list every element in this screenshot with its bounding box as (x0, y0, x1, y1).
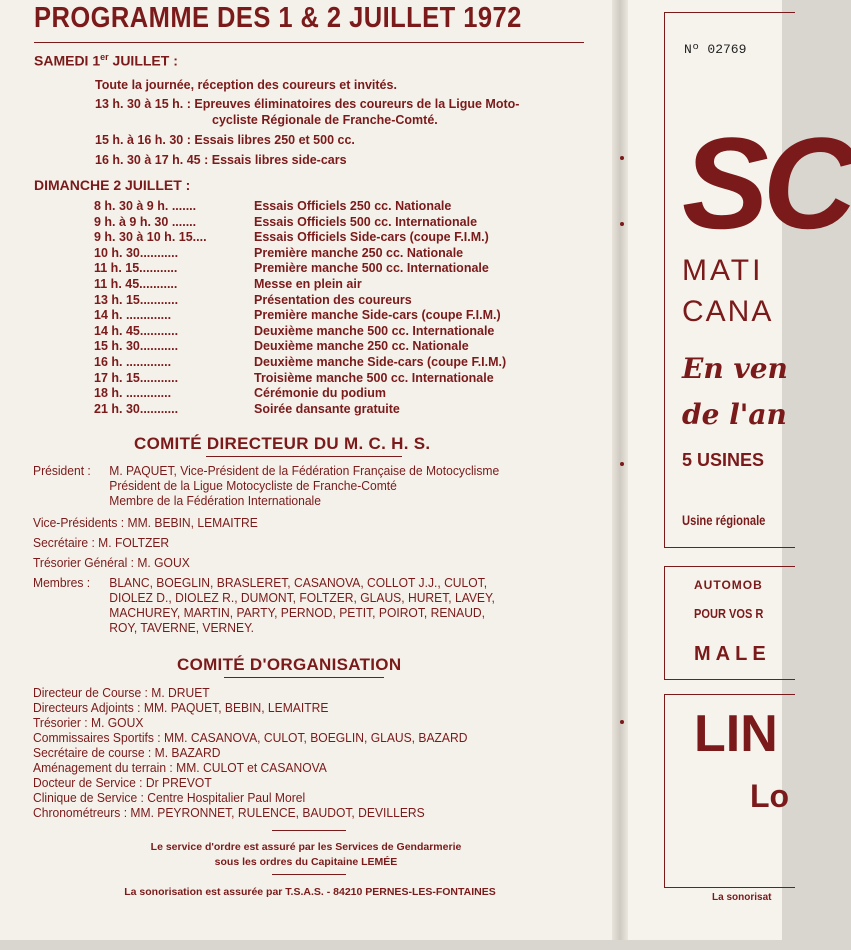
schedule-row: 14 h. ............. Première manche Side-cars (coupe F.I.M.) (94, 308, 501, 323)
members-line: MACHUREY, MARTIN, PARTY, PERNOD, PETIT, POIROT, RENAUD, (109, 605, 486, 620)
schedule-row: 11 h. 15........... Première manche 500 cc. Internationale (94, 261, 489, 276)
saturday-item: 16 h. 30 à 17 h. 45 : Essais libres side-cars (95, 153, 347, 167)
members-label: Membres : (33, 575, 91, 590)
sound-note: La sonorisation est assurée par T.S.A.S. - 84210 PERNES-LES-FONTAINES (124, 886, 496, 898)
schedule-row: 8 h. 30 à 9 h. ....... Essais Officiels 250 cc. Nationale (94, 199, 452, 213)
advert-line: MATI (682, 254, 764, 287)
organisation-line: Clinique de Service : Centre Hospitalier Paul Morel (33, 790, 306, 805)
organisation-line: Chronométreurs : MM. PEYRONNET, RULENCE, BAUDOT, DEVILLERS (33, 805, 425, 820)
organisation-line: Trésorier : M. GOUX (33, 715, 144, 730)
organisation-line: Directeur de Course : M. DRUET (33, 685, 210, 700)
schedule-row: 10 h. 30........... Première manche 250 cc. Nationale (94, 245, 464, 260)
advert-script: de l'an (682, 398, 787, 431)
schedule-row: 14 h. 45........... Deuxième manche 500 cc. Internationale (94, 323, 495, 338)
advert-line: AUTOMOB (694, 578, 763, 592)
president-label: Président : (33, 463, 91, 478)
advert-line: 5 USINES (682, 450, 765, 470)
binding-dot (620, 720, 624, 724)
advert-big-letters: SC (682, 110, 851, 256)
section-divider (272, 874, 346, 875)
binding-dot (620, 462, 624, 466)
advert-line: LIN (694, 705, 778, 763)
schedule-row: 21 h. 30........... Soirée dansante gratuite (94, 401, 400, 416)
security-note-line2: sous les ordres du Capitaine LEMÉE (214, 856, 398, 868)
saturday-item: 15 h. à 16 h. 30 : Essais libres 250 et 500 cc. (95, 133, 355, 147)
organisation-line: Aménagement du terrain : MM. CULOT et CASANOVA (33, 760, 327, 775)
president-line: M. PAQUET, Vice-Président de la Fédération Française de Motocyclisme (109, 463, 500, 478)
sunday-schedule (94, 199, 506, 417)
organisation-line: Commissaires Sportifs : MM. CASANOVA, CULOT, BOEGLIN, GLAUS, BAZARD (33, 730, 468, 745)
members-line: ROY, TAVERNE, VERNEY. (109, 620, 254, 635)
schedule-row: 18 h. ............. Cérémonie du podium (94, 386, 386, 401)
section-divider (206, 456, 402, 457)
president-line: Président de la Ligue Motocycliste de Franche-Comté (109, 478, 397, 493)
members-line: DIOLEZ D., DIOLEZ R., DUMONT, FOLTZER, GLAUS, HURET, LAVEY, (109, 590, 495, 605)
schedule-row: 15 h. 30........... Deuxième manche 250 cc. Nationale (94, 339, 469, 354)
sunday-heading: DIMANCHE 2 JUILLET : (34, 177, 191, 193)
security-note-line1: Le service d'ordre est assuré par les Services de Gendarmerie (150, 841, 462, 853)
binding-dot (620, 156, 624, 160)
schedule-row: 16 h. ............. Deuxième manche Side-cars (coupe F.I.M.) (94, 354, 507, 369)
schedule-row: 11 h. 45........... Messe en plein air (94, 276, 362, 291)
organisation-line: Directeurs Adjoints : MM. PAQUET, BEBIN, LEMAITRE (33, 700, 329, 715)
schedule-row: 17 h. 15........... Troisième manche 500 cc. Internationale (94, 370, 494, 385)
organisation-line: Secrétaire de course : M. BAZARD (33, 745, 221, 760)
organisation-line: Docteur de Service : Dr PREVOT (33, 775, 212, 790)
advert-line: CANA (682, 295, 774, 328)
schedule-row: 13 h. 15........... Présentation des coureurs (94, 292, 412, 307)
committee-title: COMITÉ DIRECTEUR DU M. C. H. S. (134, 434, 431, 453)
section-divider (272, 830, 346, 831)
advert-line: POUR VOS R (694, 606, 764, 621)
advert-footer: La sonorisat (712, 892, 772, 903)
members-line: BLANC, BOEGLIN, BRASLERET, CASANOVA, COLLOT J.J., CULOT, (109, 575, 488, 590)
binding-dot (620, 222, 624, 226)
secretary: Secrétaire : M. FOLTZER (33, 535, 170, 550)
schedule-row: 9 h. à 9 h. 30 ....... Essais Officiels 500 cc. Internationale (94, 214, 478, 229)
saturday-heading: SAMEDI 1er JUILLET : (34, 52, 178, 69)
advert-script: En ven (682, 352, 788, 385)
program-number: Nº 02769 (684, 42, 747, 57)
schedule-row: 9 h. 30 à 10 h. 15.... Essais Officiels Side-cars (coupe F.I.M.) (94, 230, 489, 245)
book-spine (612, 0, 628, 940)
organisation-title: COMITÉ D'ORGANISATION (177, 655, 402, 674)
advert-line: Usine régionale (682, 512, 766, 528)
advert-line: Lo (750, 778, 790, 814)
saturday-item: cycliste Régionale de Franche-Comté. (212, 113, 438, 127)
page-title: PROGRAMME DES 1 & 2 JUILLET 1972 (34, 2, 522, 34)
advert-line: MALE (694, 643, 771, 665)
saturday-item: 13 h. 30 à 15 h. : Epreuves éliminatoires des coureurs de la Ligue Moto- (95, 97, 520, 111)
treasurer: Trésorier Général : M. GOUX (33, 555, 190, 570)
president-line: Membre de la Fédération Internationale (109, 493, 321, 508)
title-divider (34, 42, 584, 43)
saturday-item: Toute la journée, réception des coureurs et invités. (95, 78, 397, 92)
vice-presidents: Vice-Présidents : MM. BEBIN, LEMAITRE (33, 515, 258, 530)
section-divider (224, 677, 384, 678)
